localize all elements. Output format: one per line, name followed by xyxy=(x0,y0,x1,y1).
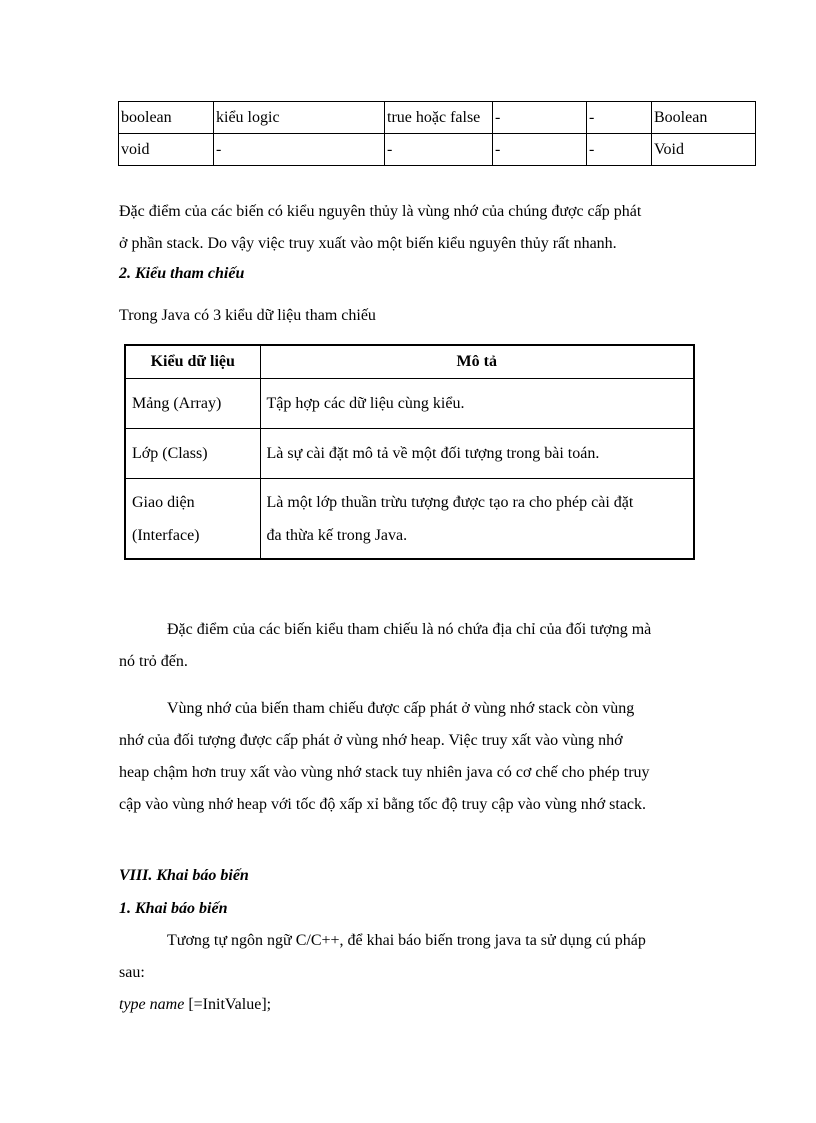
table-cell: boolean xyxy=(119,102,214,134)
description-cell: Tập hợp các dữ liệu cùng kiểu. xyxy=(260,379,694,429)
primitive-types-table xyxy=(118,101,756,166)
table-cell: kiểu logic xyxy=(214,102,385,134)
table-cell: - xyxy=(493,134,587,166)
table-cell: Void xyxy=(652,134,756,166)
paragraph-declare-line: Tương tự ngôn ngữ C/C++, để khai báo biến trong java ta sử dụng cú pháp xyxy=(167,932,646,949)
table-cell: - xyxy=(493,102,587,134)
heading-section-variable-declaration: VIII. Khai báo biến xyxy=(119,867,249,884)
description-cell: Là sự cài đặt mô tả về một đối tượng trong bài toán. xyxy=(260,429,694,479)
paragraph-ref-memory-line: heap chậm hơn truy xất vào vùng nhớ stack tuy nhiên java có cơ chế cho phép truy xyxy=(119,764,650,781)
syntax-rest: [=InitValue]; xyxy=(184,996,272,1013)
description-cell-line: Là một lớp thuần trừu tượng được tạo ra cho phép cài đặt xyxy=(266,493,634,511)
table-cell: void xyxy=(119,134,214,166)
paragraph-ref-address-line: Đặc điểm của các biến kiểu tham chiếu là nó chứa địa chỉ của đối tượng mà xyxy=(167,621,652,638)
type-cell-line: Giao diện xyxy=(132,493,195,511)
table-cell: - xyxy=(214,134,385,166)
table-header-row xyxy=(125,345,694,379)
description-cell-line: đa thừa kế trong Java. xyxy=(266,526,408,544)
paragraph-ref-memory-line: cập vào vùng nhớ heap với tốc độ xấp xỉ bằng tốc độ truy cập vào vùng nhớ stack. xyxy=(119,796,647,813)
heading-reference-types: 2. Kiểu tham chiếu xyxy=(119,265,245,282)
table-cell: true hoặc false xyxy=(385,102,493,134)
type-cell: Mảng (Array) xyxy=(125,379,260,429)
table-row xyxy=(119,134,756,166)
heading-sub-variable-declaration: 1. Khai báo biến xyxy=(119,900,228,917)
type-cell: Lớp (Class) xyxy=(125,429,260,479)
table-cell: - xyxy=(587,134,652,166)
description-cell xyxy=(260,479,694,560)
paragraph-primitive-line: Đặc điểm của các biến có kiểu nguyên thủy là vùng nhớ của chúng được cấp phát xyxy=(119,203,642,220)
table-cell: Boolean xyxy=(652,102,756,134)
column-header-type: Kiểu dữ liệu xyxy=(125,345,260,379)
table-row xyxy=(125,479,694,560)
paragraph-ref-memory-line: Vùng nhớ của biến tham chiếu được cấp phát ở vùng nhớ stack còn vùng xyxy=(167,700,635,717)
type-cell-line: (Interface) xyxy=(132,526,200,544)
table-cell: - xyxy=(587,102,652,134)
syntax-line xyxy=(119,996,271,1014)
table-row xyxy=(125,379,694,429)
table-row xyxy=(119,102,756,134)
table-cell: - xyxy=(385,134,493,166)
intro-reference-types: Trong Java có 3 kiểu dữ liệu tham chiếu xyxy=(119,307,376,324)
paragraph-ref-memory-line: nhớ của đối tượng được cấp phát ở vùng nhớ heap. Việc truy xất vào vùng nhớ xyxy=(119,732,623,749)
paragraph-ref-address-line: nó trỏ đến. xyxy=(119,653,188,670)
column-header-description: Mô tả xyxy=(260,345,694,379)
type-cell xyxy=(125,479,260,560)
paragraph-declare-line: sau: xyxy=(119,964,145,981)
paragraph-primitive-line: ở phần stack. Do vậy việc truy xuất vào một biến kiểu nguyên thủy rất nhanh. xyxy=(119,235,617,252)
reference-types-table xyxy=(124,344,695,560)
table-row xyxy=(125,429,694,479)
syntax-italic-part: type name xyxy=(119,996,185,1013)
